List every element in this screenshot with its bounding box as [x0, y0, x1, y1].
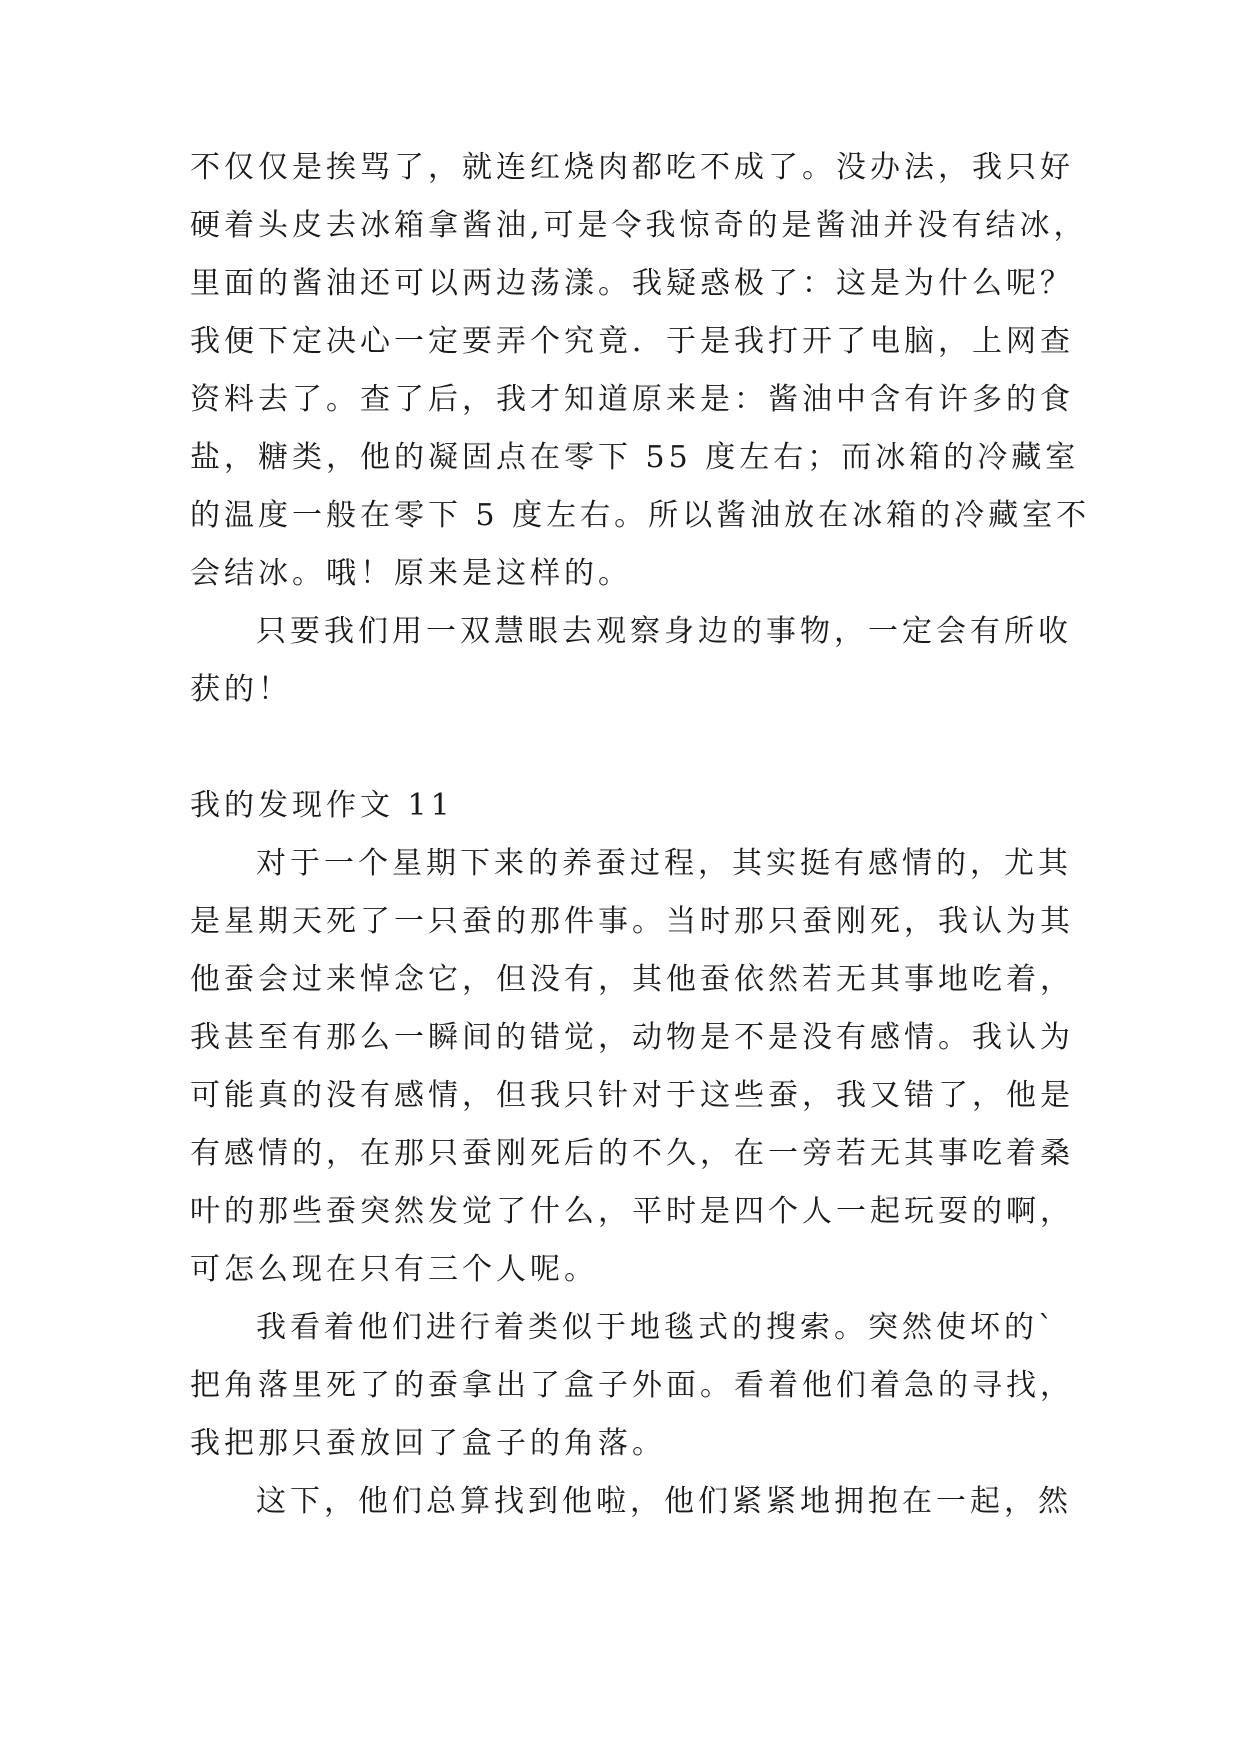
text-line: 这下，他们总算找到他啦，他们紧紧地拥抱在一起，然: [256, 1484, 1072, 1519]
text-line: 他蚕会过来悼念它，但没有，其他蚕依然若无其事地吃着，: [190, 962, 1074, 997]
text-line: 盐，糖类，他的凝固点在零下 55 度左右；而冰箱的冷藏室: [190, 440, 1080, 475]
text-line: 对于一个星期下来的养蚕过程，其实挺有感情的，尤其: [256, 846, 1072, 881]
text-line: 可怎么现在只有三个人呢。: [190, 1252, 598, 1287]
text-line: 资料去了。查了后，我才知道原来是：酱油中含有许多的食: [190, 382, 1074, 417]
text-line: 只要我们用一双慧眼去观察身边的事物，一定会有所收: [256, 614, 1072, 649]
text-line: 我甚至有那么一瞬间的错觉，动物是不是没有感情。我认为: [190, 1020, 1074, 1055]
text-line: 硬着头皮去冰箱拿酱油,可是令我惊奇的是酱油并没有结冰，: [190, 208, 1088, 243]
text-line: 会结冰。哦！原来是这样的。: [190, 556, 632, 591]
text-line: 有感情的，在那只蚕刚死后的不久，在一旁若无其事吃着桑: [190, 1136, 1074, 1171]
text-line: 可能真的没有感情，但我只针对于这些蚕，我又错了，他是: [190, 1078, 1074, 1113]
text-line: 我看着他们进行着类似于地毯式的搜索。突然使坏的`: [256, 1310, 1057, 1345]
text-line: 获的！: [190, 672, 292, 707]
text-line: 不仅仅是挨骂了，就连红烧肉都吃不成了。没办法，我只好: [190, 150, 1074, 185]
text-line: 是星期天死了一只蚕的那件事。当时那只蚕刚死，我认为其: [190, 904, 1074, 939]
text-line: 的温度一般在零下 5 度左右。所以酱油放在冰箱的冷藏室不: [190, 498, 1091, 533]
text-line: 我便下定决心一定要弄个究竟．于是我打开了电脑，上网查: [190, 324, 1074, 359]
text-line: 里面的酱油还可以两边荡漾。我疑惑极了：这是为什么呢？: [190, 266, 1074, 301]
text-line: 叶的那些蚕突然发觉了什么，平时是四个人一起玩耍的啊，: [190, 1194, 1074, 1229]
section-title: 我的发现作文 11: [190, 788, 454, 823]
text-line: 我把那只蚕放回了盒子的角落。: [190, 1426, 666, 1461]
text-line: 把角落里死了的蚕拿出了盒子外面。看着他们着急的寻找，: [190, 1368, 1074, 1403]
